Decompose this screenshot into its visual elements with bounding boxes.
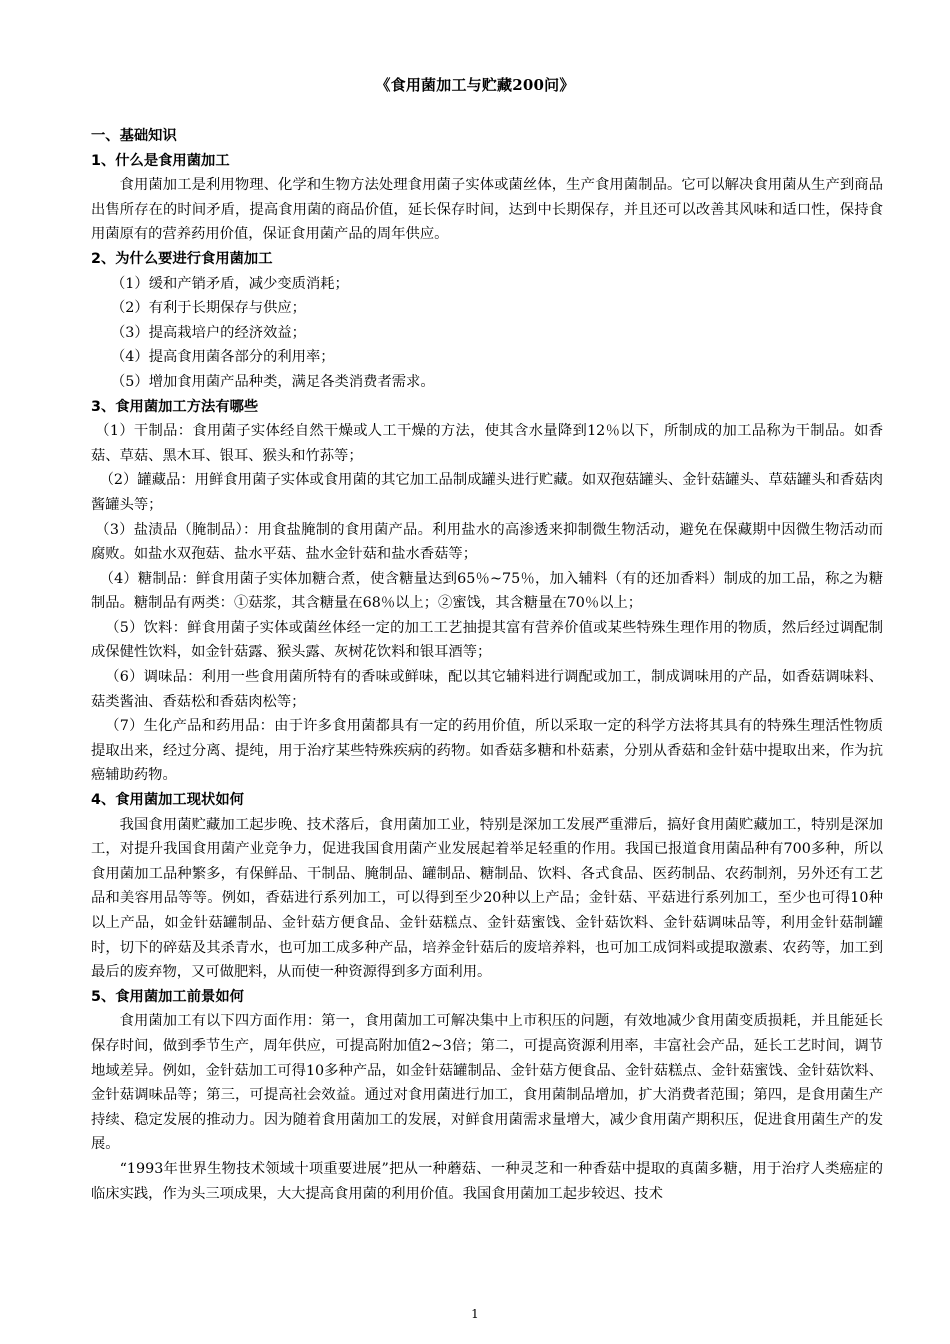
answer-paragraph-1: 食用菌加工是利用物理、化学和生物方法处理食用菌子实体或菌丝体，生产食用菌制品。它可以解决食用菌从生产到商品出售所存在的时间矛盾，提高食用菌的商品价值，延长保存时间，达到中长期保存，并且还可以改善其风味和适口性，保持食用菌原有的营养药用价值，保证食用菌产品的周年供应。	[91, 177, 883, 243]
page-number: 1	[471, 1307, 479, 1321]
list-item: （2）罐藏品：用鲜食用菌子实体或食用菌的其它加工品制成罐头进行贮藏。如双孢菇罐头、金针菇罐头、草菇罐头和香菇肉酱罐头等；	[91, 472, 883, 513]
section-heading: 一、基础知识	[91, 128, 177, 144]
list-item: （4）糖制品：鲜食用菌子实体加糖合煮，使含糖量达到65％~75％，加入辅料（有的还加香料）制成的加工品，称之为糖制品。糖制品有两类：①菇浆，其含糖量在68％以上；②蜜饯，其含糖量在70％以上；	[91, 570, 883, 612]
answer-paragraph-4: 我国食用菌贮藏加工起步晚、技术落后，食用菌加工业，特别是深加工发展严重滞后，搞好食用菌贮藏加工，特别是深加工，对提升我国食用菌产业竞争力，促进我国食用菌产业发展起着举足轻重的作用。我国已报道食用菌品种有700多种，所以食用菌加工品种繁多，有保鲜品、干制品、腌制品、罐制品、糖制品、饮料、各式食品、医药制品、农药制剂，另外还有工艺品和美容用品等等。例如，香菇进行系列加工，可以得到至少20种以上产品；金针菇、平菇进行系列加工，至少也可得10种以上产品，如金针菇罐制品、金针菇方便食品、金针菇糕点、金针菇蜜饯、金针菇饮料、金针菇调味品等，利用金针菇制罐时，切下的碎菇及其杀青水，也可加工成多种产品，培养金针菇后的废培养料，也可加工成饲料或提取激素、农药等，加工到最后的废弃物，又可做肥料，从而使一种资源得到多方面利用。	[91, 816, 883, 981]
document-title: 《食用菌加工与贮藏200问》	[375, 76, 575, 94]
document-body	[91, 124, 883, 1206]
question-heading-5: 5、食用菌加工前景如何	[91, 988, 244, 1005]
question-heading-2: 2、为什么要进行食用菌加工	[91, 250, 273, 267]
list-item: （4）提高食用菌各部分的利用率；	[111, 349, 335, 366]
list-item: （3）盐渍品（腌制品）：用食盐腌制的食用菌产品。利用盐水的高渗透来抑制微生物活动，避免在保藏期中因微生物活动而腐败。如盐水双孢菇、盐水平菇、盐水金针菇和盐水香菇等；	[91, 521, 883, 563]
list-item: （6）调味品：利用一些食用菌所特有的香味或鲜味，配以其它辅料进行调配或加工，制成调味用的产品，如香菇调味料、菇类酱油、香菇松和香菇肉松等；	[91, 669, 883, 710]
answer-paragraph-5b: “1993年世界生物技术领域十项重要进展”把从一种蘑菇、一种灵芝和一种香菇中提取的真菌多糖，用于治疗人类癌症的临床实践，作为头三项成果，大大提高食用菌的利用价值。我国食用菌加工起步较迟、技术	[91, 1160, 883, 1202]
list-item: （2）有利于长期保存与供应；	[111, 300, 306, 317]
question-heading-3: 3、食用菌加工方法有哪些	[91, 398, 259, 415]
list-item: （5）增加食用菌产品种类，满足各类消费者需求。	[111, 373, 435, 390]
list-item: （3）提高栽培户的经济效益；	[111, 324, 306, 341]
list-item: （1）缓和产销矛盾，减少变质消耗；	[111, 275, 349, 292]
question-heading-1: 1、什么是食用菌加工	[91, 152, 230, 169]
question-heading-4: 4、食用菌加工现状如何	[91, 792, 244, 809]
answer-paragraph-5a: 食用菌加工有以下四方面作用：第一，食用菌加工可解决集中上市积压的问题，有效地减少食用菌变质损耗，并且能延长保存时间，做到季节生产，周年供应，可提高附加值2~3倍；第二，可提高资源利用率，丰富社会产品，延长工艺时间，调节地域差异。例如，金针菇加工可得10多种产品，如金针菇罐制品、金针菇方便食品、金针菇糕点、金针菇蜜饯、金针菇饮料、金针菇调味品等；第三，可提高社会效益。通过对食用菌进行加工，食用菌制品增加，扩大消费者范围；第四，是食用菌生产持续、稳定发展的推动力。因为随着食用菌加工的发展，对鲜食用菌需求量增大，减少食用菌产期积压，促进食用菌生产的发展。	[91, 1013, 883, 1153]
list-item: （5）饮料：鲜食用菌子实体或菌丝体经一定的加工工艺抽提其富有营养价值或某些特殊生理作用的物质，然后经过调配制成保健性饮料，如金针菇露、猴头露、灰树花饮料和银耳酒等；	[91, 619, 883, 661]
list-item: （7）生化产品和药用品：由于许多食用菌都具有一定的药用价值，所以采取一定的科学方法将其具有的特殊生理活性物质提取出来，经过分离、提纯，用于治疗某些特殊疾病的药物。如香菇多糖和朴菇素，分别从香菇和金针菇中提取出来，作为抗癌辅助药物。	[91, 718, 883, 784]
list-item: （1）干制品：食用菌子实体经自然干燥或人工干燥的方法，使其含水量降到12％以下，所制成的加工品称为干制品。如香菇、草菇、黑木耳、银耳、猴头和竹荪等；	[91, 423, 883, 464]
